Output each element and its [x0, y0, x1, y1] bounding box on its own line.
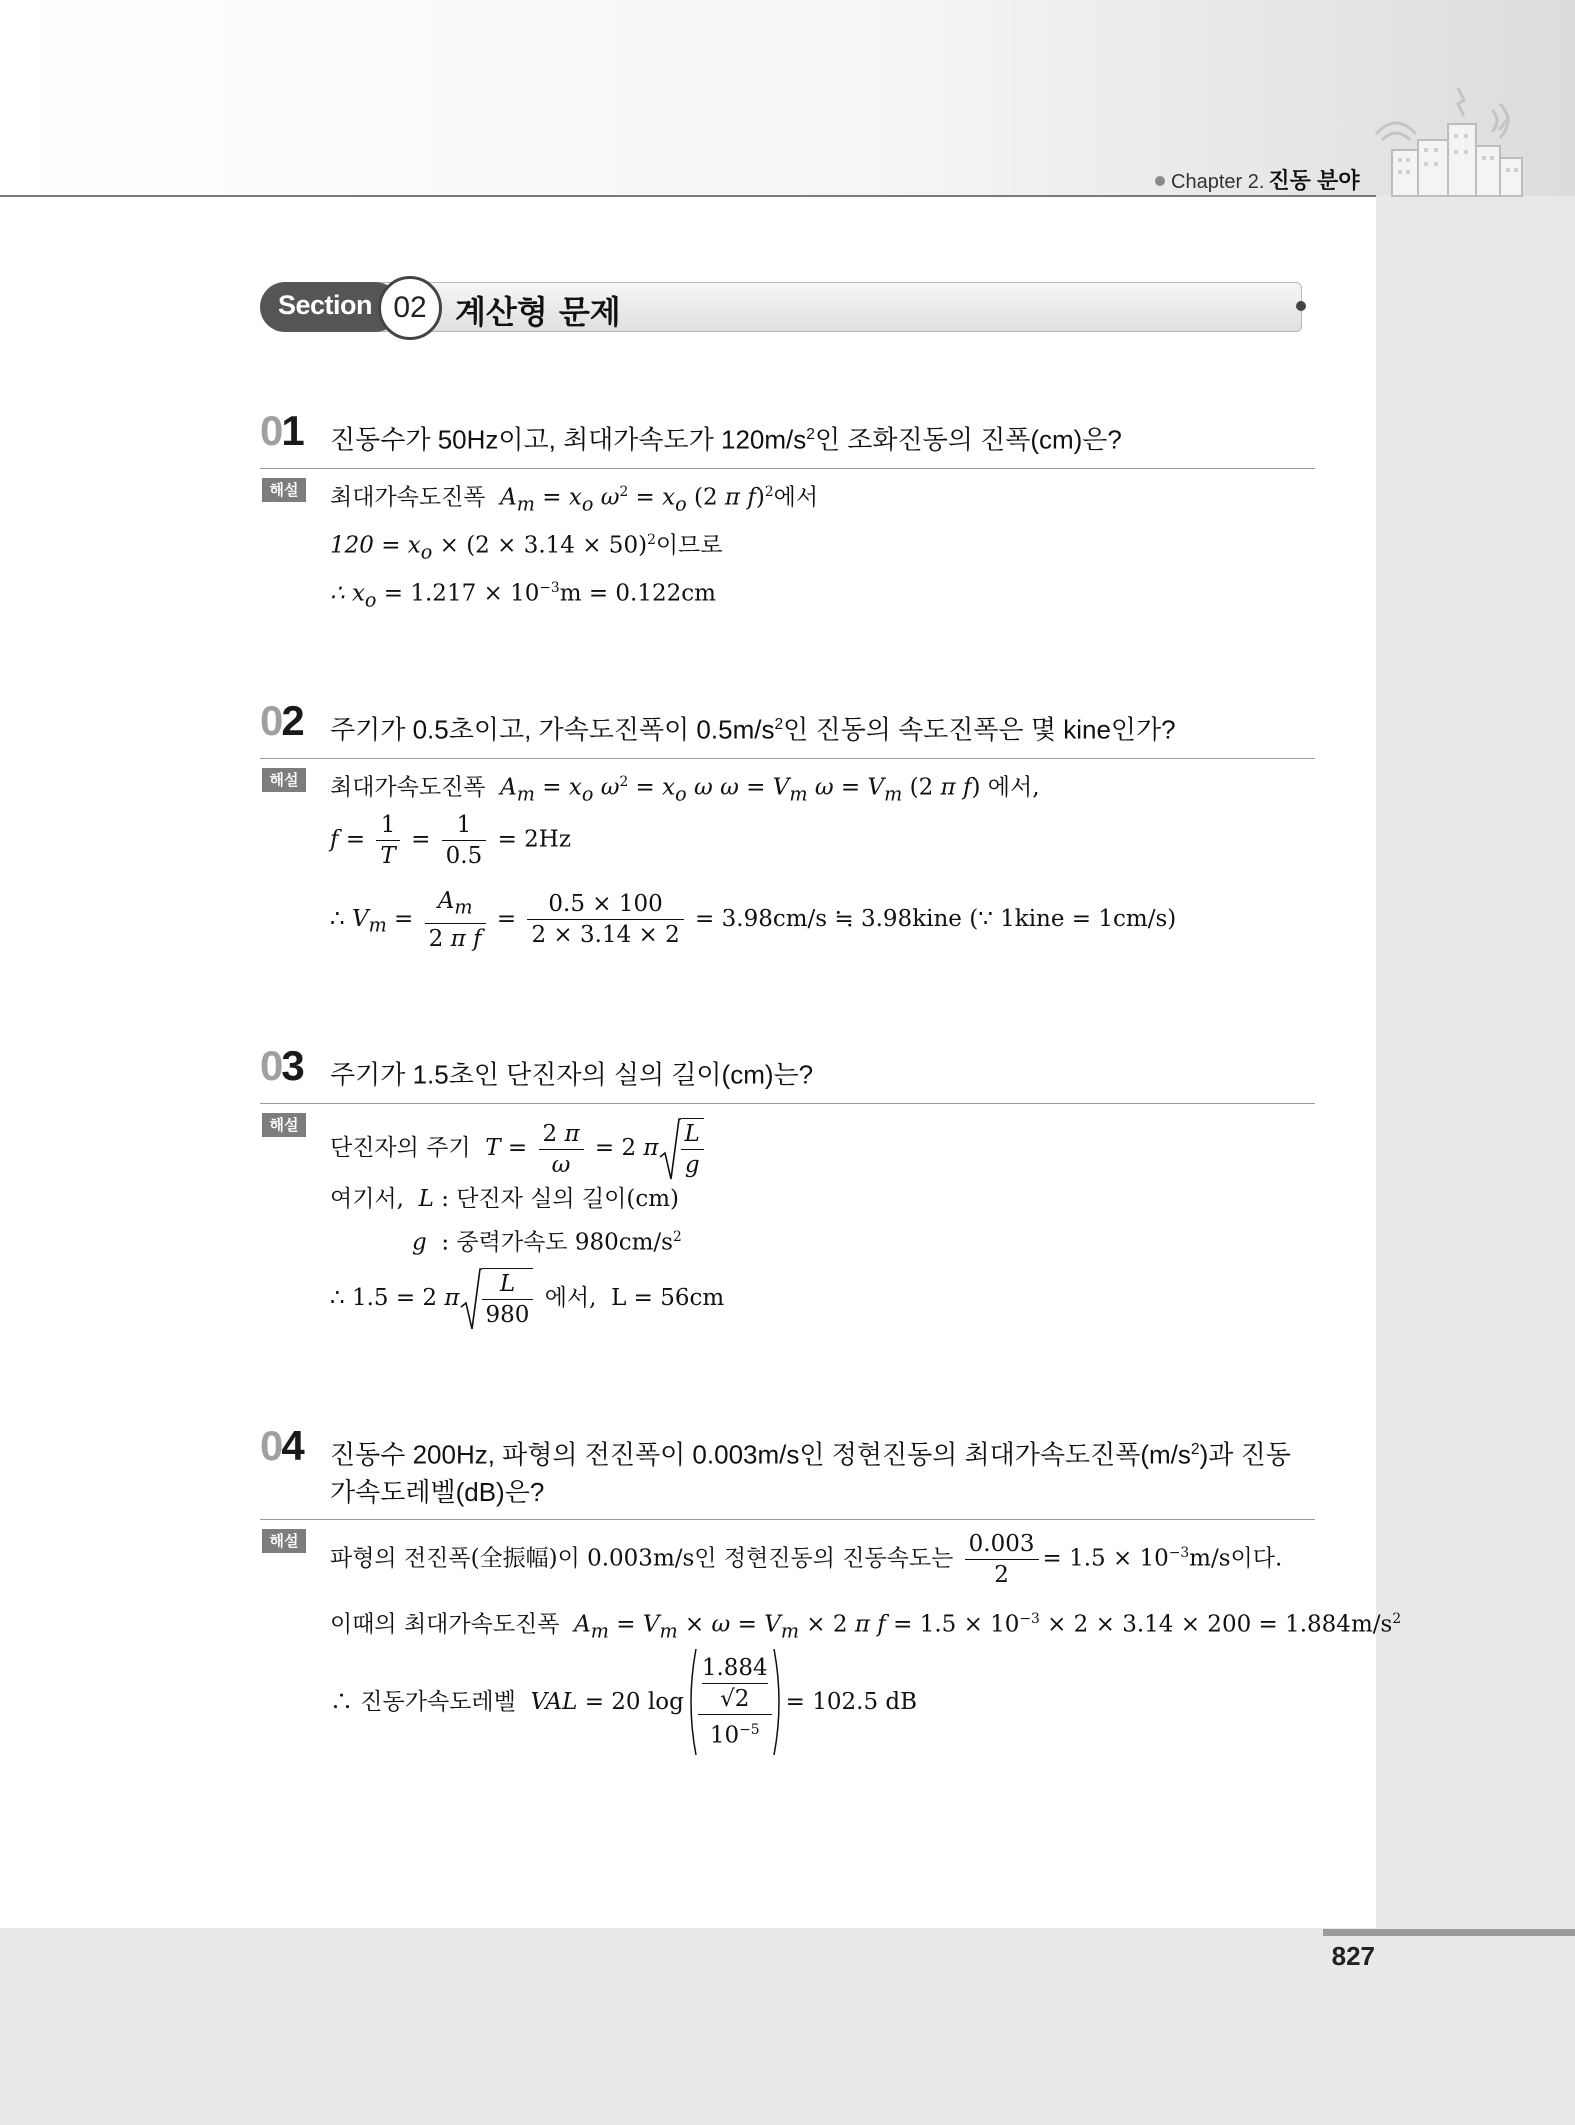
solution-line-3: g : 중력가속도 $980cm/s^2$ [412, 1229, 682, 1256]
sqrt-symbol [460, 1267, 482, 1331]
question-divider [260, 468, 1315, 469]
solution-line-3: ∴ $V_m$ = $\frac{A_m}{\text{2 π f}}$ = $\frac{0.5 \times 100}{2 \times 3.14 \times 2}$ = 3.98cm/s ≒ 3.98kine (∵ 1kine = 1cm/s) [330, 888, 1177, 952]
answer-tag: 해설 [262, 768, 306, 792]
section-number: 02 [378, 276, 442, 340]
solution-line-4: ∴ 1.5 = 2 π $\frac{L}{980}$ 에서, L = 56cm [330, 1267, 724, 1331]
problem-04 [260, 1422, 1402, 1765]
problem-question: 진동수 200Hz, 파형의 전진폭이 0.003m/s인 정현진동의 최대가속도진폭$(m/s^2)$과 진동가속도레벨(dB)은? [330, 1439, 1291, 1507]
problem-03 [260, 1042, 1315, 1345]
section-end-dot [1296, 301, 1306, 311]
answer-tag: 해설 [262, 1529, 306, 1553]
side-margin-band [1376, 196, 1575, 1928]
solution-line-3: ∴ $x_o = 1.217 \times 10^{-3}m = 0.122cm$ [330, 580, 716, 612]
solution-line-1: 단진자의 주기 T = $\frac{2 \pi}{\omega}$ = 2 π $\frac{L}{g}$ [330, 1117, 708, 1181]
header-rule [0, 195, 1376, 197]
sqrt-symbol [659, 1117, 681, 1181]
right-paren [772, 1647, 786, 1757]
solution-line-2: 이때의 최대가속도진폭 $A_m = V_m \times \omega = V_m \times 2$ π $f = 1.5 \times 10^{-3} \times 2 \times 3.14 \times 200 = 1.884m/s^2$ [330, 1611, 1402, 1643]
bullet-icon [1155, 176, 1165, 186]
problem-question: 주기가 0.5초이고, 가속도진폭이 $0.5m/s^2$인 진동의 속도진폭은 몇 kine인가? [330, 714, 1176, 745]
section-title: 계산형 문제 [455, 293, 621, 331]
solution-line-2: 여기서, L : 단진자 실의 길이(cm) [330, 1186, 680, 1212]
problem-number: 03 [260, 1042, 303, 1089]
solution-line-2: $120 = x_o \times (2 \times 3.14 \times 50)^2$이므로 [330, 532, 723, 564]
question-divider [260, 1519, 1315, 1520]
solution-line-1: 최대가속도진폭 $A_m = x_o$ $\omega^2 = x_o$ ω $\omega = V_m$ $\omega = V_m$ (2 π f) 에서, [330, 774, 1040, 806]
chapter-prefix: Chapter 2. [1171, 171, 1265, 193]
left-paren [684, 1647, 698, 1757]
problem-number: 02 [260, 697, 303, 744]
problem-question: 진동수가 50Hz이고, 최대가속도가 $120m/s^2$인 조화진동의 진폭(cm)은? [330, 424, 1122, 455]
page-number: 827 [1331, 1941, 1375, 1971]
solution-line-3: ∴ 진동가속도레벨 VAL = 20 log 1.884 √2 $10^{-5}$ = 102.5 dB [330, 1647, 917, 1757]
problem-question: 주기가 1.5초인 단진자의 실의 길이(cm)는? [330, 1059, 814, 1090]
chapter-header [1155, 164, 1360, 195]
question-divider [260, 1103, 1315, 1104]
section-heading [260, 282, 1302, 332]
solution-line-1: 최대가속도진폭 $A_m = x_o$ $\omega^2 = x_o$ (2 π f)$^2$에서 [330, 484, 819, 516]
answer-tag: 해설 [262, 478, 306, 502]
problem-01 [260, 407, 1315, 620]
section-label: Section [278, 290, 373, 320]
solution-line-2: f = $\frac{1}{T}$ = $\frac{1}{0.5}$ = 2Hz [330, 812, 571, 869]
problem-number: 04 [260, 1422, 303, 1469]
answer-tag: 해설 [262, 1113, 306, 1137]
problem-number: 01 [260, 407, 303, 454]
question-divider [260, 758, 1315, 759]
problem-02 [260, 697, 1315, 960]
page-tab-bar [1323, 1929, 1575, 1936]
chapter-title: 진동 분야 [1268, 168, 1360, 193]
solution-line-1: 파형의 전진폭(全振幅)이 0.003m/s인 정현진동의 진동속도는 $\frac{0.003}{2}$ = $1.5 \times 10^{-3}m/s$이다. [330, 1531, 1283, 1588]
city-buildings-icon [1372, 80, 1532, 200]
